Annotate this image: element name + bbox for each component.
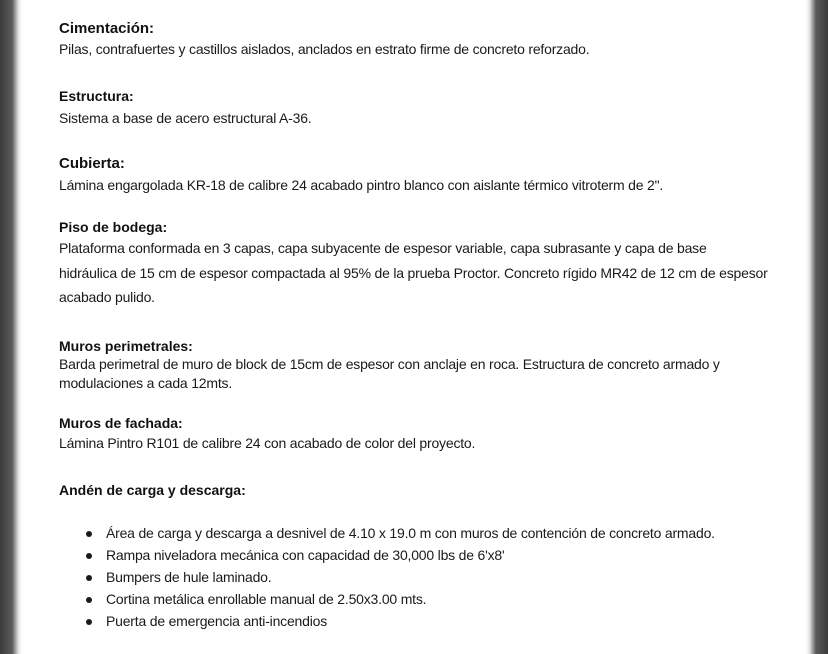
section-body-piso-line: Plataforma conformada en 3 capas, capa subyacente de espesor variable, capa subrasante y capa de base [59, 240, 707, 256]
section-body-muros-fachada: Lámina Pintro R101 de calibre 24 con acabado de color del proyecto. [59, 435, 476, 451]
bullet-icon [86, 531, 92, 537]
bullet-icon [86, 553, 92, 559]
list-item: Área de carga y descarga a desnivel de 4.10 x 19.0 m con muros de contención de concreto armado. [106, 525, 715, 541]
section-body-muros-perimetrales-line: modulaciones a cada 12mts. [59, 375, 233, 391]
bullet-icon [86, 597, 92, 603]
list-item: Puerta de emergencia anti-incendios [106, 613, 328, 629]
section-title-anden: Andén de carga y descarga: [59, 482, 246, 498]
section-body-piso-line: hidráulica de 15 cm de espesor compactada al 95% de la prueba Proctor. Concreto rígido MR42 de 12 cm de espesor [59, 265, 768, 281]
section-title-cimentacion: Cimentación: [59, 20, 155, 37]
list-item: Rampa niveladora mecánica con capacidad de 30,000 lbs de 6'x8' [106, 547, 505, 563]
list-item: Cortina metálica enrollable manual de 2.50x3.00 mts. [106, 591, 427, 607]
section-body-muros-perimetrales-line: Barda perimetral de muro de block de 15cm de espesor con anclaje en roca. Estructura de concreto armado y [59, 356, 720, 372]
section-body-estructura: Sistema a base de acero estructural A-36. [59, 110, 312, 126]
section-title-muros-perimetrales: Muros perimetrales: [59, 338, 193, 354]
section-title-estructura: Estructura: [59, 88, 134, 104]
bullet-icon [86, 575, 92, 581]
section-title-muros-fachada: Muros de fachada: [59, 415, 183, 431]
section-title-piso: Piso de bodega: [59, 219, 168, 235]
bullet-icon [86, 619, 92, 625]
section-body-piso-line: acabado pulido. [59, 289, 155, 305]
section-body-cubierta: Lámina engargolada KR-18 de calibre 24 acabado pintro blanco con aislante térmico vitroterm de 2". [59, 177, 664, 193]
section-title-cubierta: Cubierta: [59, 155, 125, 172]
list-item: Bumpers de hule laminado. [106, 569, 272, 585]
section-body-cimentacion: Pilas, contrafuertes y castillos aislados, anclados en estrato firme de concreto reforzado. [59, 41, 590, 57]
